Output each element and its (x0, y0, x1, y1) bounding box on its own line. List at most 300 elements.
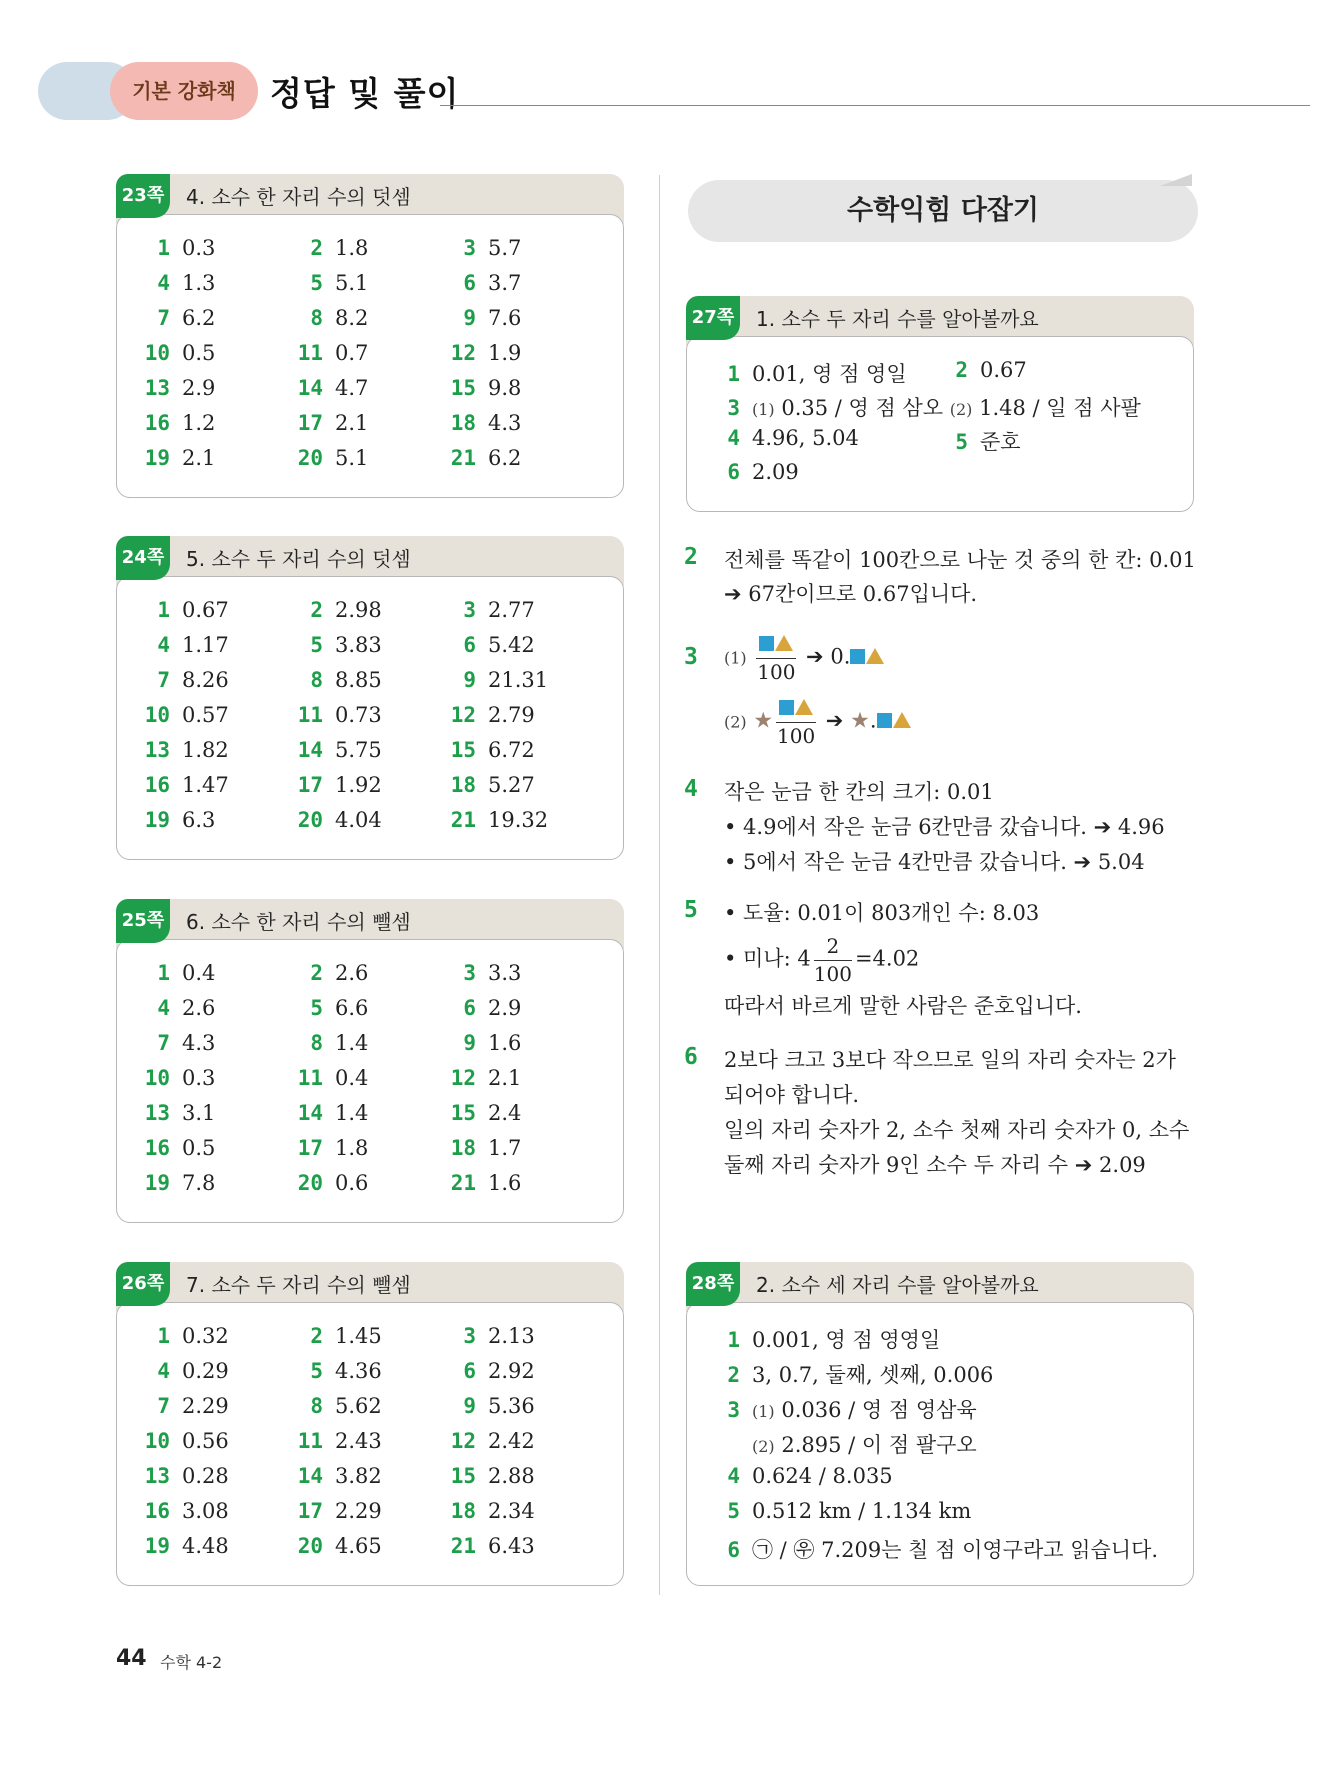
answer-value: 0.32 (182, 1324, 229, 1348)
answer-number: 13 (144, 1464, 170, 1488)
answer-box (116, 536, 624, 860)
answer-number: 16 (144, 773, 170, 797)
answer-value: 9.8 (488, 376, 522, 400)
answer-value: 2.88 (488, 1464, 535, 1488)
answer-value: 0.7 (335, 341, 369, 365)
answer-value: 0.28 (182, 1464, 229, 1488)
answer-item (442, 236, 521, 261)
answer-item (442, 1359, 535, 1384)
answer-item (442, 1324, 535, 1349)
answer-number: 16 (144, 411, 170, 435)
answer-number: 10 (144, 341, 170, 365)
answer-value: 5.1 (335, 271, 369, 295)
explanation-formula-2: (2) ★ 100 ➔ ★. (724, 696, 911, 748)
answer-value: 0.5 (182, 1136, 216, 1160)
answer-value: 0.3 (182, 1066, 216, 1090)
answer-line: 4 0.624 / 8.035 (727, 1464, 893, 1488)
answer-number: 5 (310, 1359, 323, 1383)
answer-item (442, 1499, 535, 1524)
answer-number: 9 (463, 668, 476, 692)
answer-value: 5.7 (488, 236, 522, 260)
answer-value: 8.26 (182, 668, 229, 692)
explanation-number: 3 (684, 644, 698, 670)
answer-value: 0.29 (182, 1359, 229, 1383)
answer-value: 5.36 (488, 1394, 535, 1418)
header-tag: 기본 강화책 (132, 79, 236, 103)
answer-item (442, 598, 535, 623)
answer-value: 0.4 (335, 1066, 369, 1090)
answer-item (289, 808, 382, 833)
answer-item (136, 961, 215, 986)
answer-number: 2 (310, 1324, 323, 1348)
answer-value: 2.6 (182, 996, 216, 1020)
answer-number: 14 (297, 738, 323, 762)
answer-item (289, 236, 368, 261)
answer-box-title: 2. 소수 세 자리 수를 알아볼까요 (756, 1273, 1039, 1297)
explanation-text: • 5에서 작은 눈금 4칸만큼 갔습니다. ➔ 5.04 (724, 850, 1145, 874)
answer-line: 3 (1) 0.036 / 영 점 영삼육 (727, 1398, 977, 1422)
answer-value: 3.1 (182, 1101, 216, 1125)
answer-item (289, 1171, 368, 1196)
page-badge: 25쪽 (116, 899, 170, 943)
answer-value: 1.47 (182, 773, 229, 797)
answer-value: 2.4 (488, 1101, 522, 1125)
answer-value: 6.3 (182, 808, 216, 832)
answer-number: 21 (450, 1171, 476, 1195)
answer-value: 3.82 (335, 1464, 382, 1488)
explanation-formula-1: (1) 100 ➔ 0. (724, 632, 884, 684)
answer-value: 1.4 (335, 1031, 369, 1055)
answer-item (136, 633, 229, 658)
answer-number: 15 (450, 376, 476, 400)
answer-line: 5 0.512 km / 1.134 km (727, 1499, 972, 1523)
fraction: $\frac{2}{100}$ (813, 934, 852, 986)
answer-item (289, 306, 368, 331)
answer-item (136, 1066, 215, 1091)
answer-number: 18 (450, 773, 476, 797)
answer-item (136, 1031, 215, 1056)
answer-number: 5 (310, 271, 323, 295)
answer-item (136, 306, 215, 331)
answer-number: 18 (450, 1136, 476, 1160)
answer-number: 21 (450, 808, 476, 832)
square-symbol-icon (877, 713, 892, 728)
book-label: 수학 4-2 (160, 1653, 223, 1672)
triangle-symbol-icon (795, 699, 813, 715)
answer-number: 10 (144, 1429, 170, 1453)
answer-value: 1.82 (182, 738, 229, 762)
answer-item (442, 341, 521, 366)
answer-item (289, 1394, 382, 1419)
page-badge: 28쪽 (686, 1262, 740, 1306)
answer-number: 10 (144, 1066, 170, 1090)
explanation-formula: • 미나: 4 $\frac{2}{100}$ =4.02 (724, 934, 920, 986)
fraction: 100 (776, 696, 816, 748)
answer-item (442, 1464, 535, 1489)
page-badge: 26쪽 (116, 1262, 170, 1306)
answer-item (442, 961, 521, 986)
answer-item (289, 341, 368, 366)
answer-value: 2.9 (488, 996, 522, 1020)
answer-number: 7 (157, 1031, 170, 1055)
answer-number: 17 (297, 773, 323, 797)
answer-value: 0.73 (335, 703, 382, 727)
answer-value: 0.6 (335, 1171, 369, 1195)
answer-value: 1.6 (488, 1171, 522, 1195)
answer-value: 21.31 (488, 668, 549, 692)
answer-number: 6 (463, 633, 476, 657)
answer-item (136, 446, 215, 471)
answer-item (136, 773, 229, 798)
answer-value: 8.2 (335, 306, 369, 330)
answer-value: 2.98 (335, 598, 382, 622)
answer-value: 3.08 (182, 1499, 229, 1523)
answer-item (289, 1031, 368, 1056)
answer-number: 14 (297, 1101, 323, 1125)
answer-number: 10 (144, 703, 170, 727)
explanation-text: 따라서 바르게 말한 사람은 준호입니다. (724, 994, 1082, 1018)
answer-number: 6 (463, 996, 476, 1020)
answer-value: 2.92 (488, 1359, 535, 1383)
answer-number: 11 (297, 341, 323, 365)
answer-number: 16 (144, 1499, 170, 1523)
answer-number: 4 (157, 996, 170, 1020)
page-number: 44 (116, 1646, 147, 1671)
answer-value: 1.2 (182, 411, 216, 435)
page-badge: 24쪽 (116, 536, 170, 580)
answer-number: 3 (463, 961, 476, 985)
answer-value: 4.7 (335, 376, 369, 400)
answer-number: 17 (297, 411, 323, 435)
answer-item (442, 411, 521, 436)
answer-item (289, 1464, 382, 1489)
answer-value: 3.3 (488, 961, 522, 985)
answer-item (442, 1066, 521, 1091)
answer-value: 0.57 (182, 703, 229, 727)
answer-number: 9 (463, 306, 476, 330)
answer-item (289, 411, 368, 436)
column-divider (659, 175, 660, 1595)
answer-box-28 (686, 1262, 1194, 1586)
answer-value: 2.1 (335, 411, 369, 435)
answer-line: 6 ㉠ / ㉾ 7.209는 칠 점 이영구라고 읽습니다. (727, 1538, 1159, 1562)
answer-number: 9 (463, 1031, 476, 1055)
answer-value: 3.7 (488, 271, 522, 295)
star-symbol-icon: ★ (753, 708, 774, 734)
answer-value: 4.48 (182, 1534, 229, 1558)
answer-item (136, 808, 215, 833)
answer-number: 5 (310, 996, 323, 1020)
answer-number: 7 (157, 1394, 170, 1418)
answer-number: 19 (144, 446, 170, 470)
answer-number: 1 (157, 236, 170, 260)
answer-item (289, 996, 368, 1021)
answer-number: 4 (157, 271, 170, 295)
answer-value: 7.6 (488, 306, 522, 330)
answer-number: 21 (450, 446, 476, 470)
answer-value: 5.42 (488, 633, 535, 657)
answer-number: 1 (157, 598, 170, 622)
answer-number: 15 (450, 1101, 476, 1125)
page-badge: 23쪽 (116, 174, 170, 218)
answer-number: 18 (450, 411, 476, 435)
answer-value: 2.1 (182, 446, 216, 470)
answer-item (136, 1171, 215, 1196)
answer-number: 8 (310, 1394, 323, 1418)
answer-item (136, 703, 229, 728)
answer-value: 2.13 (488, 1324, 535, 1348)
answer-item (136, 1534, 229, 1559)
answer-item (136, 1464, 229, 1489)
answer-item (136, 411, 215, 436)
answer-number: 21 (450, 1534, 476, 1558)
answer-value: 1.4 (335, 1101, 369, 1125)
page-title: 정답 및 풀이 (270, 74, 460, 113)
answer-box-title: 1. 소수 두 자리 수를 알아볼까요 (756, 307, 1039, 331)
answer-value: 2.6 (335, 961, 369, 985)
answer-value: 2.42 (488, 1429, 535, 1453)
answer-item (289, 961, 368, 986)
answer-item (136, 1429, 229, 1454)
answer-box-title: 7. 소수 두 자리 수의 뺄셈 (186, 1273, 411, 1297)
answer-value: 6.72 (488, 738, 535, 762)
answer-number: 8 (310, 668, 323, 692)
answer-value: 1.92 (335, 773, 382, 797)
answer-number: 3 (463, 1324, 476, 1348)
answer-value: 1.8 (335, 1136, 369, 1160)
answer-value: 5.62 (335, 1394, 382, 1418)
answer-line: 5 준호 (955, 430, 1021, 454)
answer-value: 2.9 (182, 376, 216, 400)
answer-value: 2.1 (488, 1066, 522, 1090)
answer-value: 1.3 (182, 271, 216, 295)
answer-number: 12 (450, 341, 476, 365)
answer-item (442, 271, 521, 296)
answer-item (289, 446, 368, 471)
answer-number: 15 (450, 738, 476, 762)
triangle-symbol-icon (866, 648, 884, 664)
answer-item (136, 1394, 229, 1419)
answer-number: 19 (144, 808, 170, 832)
answer-item (442, 738, 535, 763)
explanation-text: • 4.9에서 작은 눈금 6칸만큼 갔습니다. ➔ 4.96 (724, 815, 1165, 839)
answer-item (289, 1101, 368, 1126)
answer-value: 2.29 (182, 1394, 229, 1418)
answer-item (289, 633, 382, 658)
answer-item (442, 996, 521, 1021)
answer-number: 8 (310, 306, 323, 330)
answer-item (289, 773, 382, 798)
answer-item (136, 1359, 229, 1384)
answer-value: 6.2 (182, 306, 216, 330)
answer-value: 6.6 (335, 996, 369, 1020)
answer-item (289, 598, 382, 623)
answer-number: 14 (297, 1464, 323, 1488)
answer-value: 1.9 (488, 341, 522, 365)
explanation-text: 전체를 똑같이 100칸으로 나눈 것 중의 한 칸: 0.01 (724, 548, 1196, 572)
page-badge: 27쪽 (686, 296, 740, 340)
star-symbol-icon: ★ (850, 708, 870, 734)
answer-value: 0.67 (182, 598, 229, 622)
answer-box (116, 174, 624, 498)
answer-box-title: 6. 소수 한 자리 수의 뺄셈 (186, 910, 411, 934)
answer-item (442, 1429, 535, 1454)
answer-value: 2.79 (488, 703, 535, 727)
answer-item (289, 271, 368, 296)
answer-item (442, 703, 535, 728)
answer-item (289, 1429, 382, 1454)
answer-number: 7 (157, 306, 170, 330)
answer-item (442, 1136, 521, 1161)
answer-line: 1 0.001, 영 점 영영일 (727, 1328, 941, 1352)
answer-item (136, 668, 229, 693)
explanation-text: • 도율: 0.01이 803개인 수: 8.03 (724, 901, 1040, 925)
answer-number: 1 (157, 961, 170, 985)
answer-number: 15 (450, 1464, 476, 1488)
header-rule (440, 105, 1310, 106)
answer-item (442, 808, 548, 833)
answer-number: 19 (144, 1171, 170, 1195)
answer-item (442, 1534, 535, 1559)
answer-value: 1.8 (335, 236, 369, 260)
answer-line: 2 3, 0.7, 둘째, 셋째, 0.006 (727, 1363, 994, 1387)
answer-line: 1 0.01, 영 점 영일 (727, 362, 907, 386)
explanation-text: 되어야 합니다. (724, 1083, 860, 1107)
answer-value: 6.43 (488, 1534, 535, 1558)
answer-box-title: 5. 소수 두 자리 수의 덧셈 (186, 547, 411, 571)
answer-value: 19.32 (488, 808, 549, 832)
answer-value: 2.34 (488, 1499, 535, 1523)
square-symbol-icon (850, 649, 865, 664)
answer-value: 4.65 (335, 1534, 382, 1558)
answer-item (136, 271, 215, 296)
answer-value: 6.2 (488, 446, 522, 470)
answer-box (116, 1262, 624, 1586)
explanation-text: ➔ 67칸이므로 0.67입니다. (724, 582, 978, 606)
answer-number: 8 (310, 1031, 323, 1055)
answer-value: 5.75 (335, 738, 382, 762)
explanation-number: 2 (684, 544, 698, 570)
square-symbol-icon (759, 636, 774, 651)
answer-value: 1.7 (488, 1136, 522, 1160)
answer-box (116, 899, 624, 1223)
answer-number: 18 (450, 1499, 476, 1523)
answer-number: 9 (463, 1394, 476, 1418)
answer-box-title: 4. 소수 한 자리 수의 덧셈 (186, 185, 411, 209)
answer-item (289, 703, 382, 728)
answer-item (289, 376, 368, 401)
answer-item (136, 1499, 229, 1524)
answer-item (136, 341, 215, 366)
answer-box-27 (686, 296, 1194, 512)
answer-number: 1 (157, 1324, 170, 1348)
answer-number: 19 (144, 1534, 170, 1558)
explanation-text: 둘째 자리 숫자가 9인 소수 두 자리 수 ➔ 2.09 (724, 1153, 1146, 1177)
answer-item (136, 598, 229, 623)
answer-number: 13 (144, 376, 170, 400)
answer-item (289, 738, 382, 763)
answer-number: 11 (297, 1429, 323, 1453)
answer-number: 12 (450, 1066, 476, 1090)
answer-number: 6 (463, 271, 476, 295)
answer-value: 1.6 (488, 1031, 522, 1055)
answer-number: 13 (144, 1101, 170, 1125)
answer-item (289, 1534, 382, 1559)
answer-number: 2 (310, 236, 323, 260)
triangle-symbol-icon (775, 635, 793, 651)
answer-item (442, 1031, 521, 1056)
answer-item (442, 633, 535, 658)
answer-value: 3.83 (335, 633, 382, 657)
answer-item (289, 668, 382, 693)
answer-item (442, 446, 521, 471)
answer-item (442, 773, 535, 798)
answer-line: 6 2.09 (727, 460, 799, 484)
answer-item (442, 668, 548, 693)
answer-value: 2.43 (335, 1429, 382, 1453)
answer-number: 2 (310, 961, 323, 985)
answer-value: 8.85 (335, 668, 382, 692)
answer-item (289, 1324, 382, 1349)
answer-number: 16 (144, 1136, 170, 1160)
answer-line: 2 0.67 (955, 358, 1027, 382)
square-symbol-icon (779, 700, 794, 715)
answer-number: 12 (450, 1429, 476, 1453)
answer-item (289, 1066, 368, 1091)
answer-item (136, 236, 215, 261)
answer-number: 13 (144, 738, 170, 762)
answer-value: 4.04 (335, 808, 382, 832)
answer-number: 5 (310, 633, 323, 657)
answer-item (442, 376, 521, 401)
answer-number: 20 (297, 1171, 323, 1195)
answer-line: 3 (1) 0.35 / 영 점 삼오 (2) 1.48 / 일 점 사팔 (727, 396, 1141, 420)
answer-item (136, 738, 229, 763)
answer-value: 5.1 (335, 446, 369, 470)
answer-item (136, 376, 215, 401)
answer-value: 7.8 (182, 1171, 216, 1195)
answer-item (442, 1101, 521, 1126)
answer-number: 11 (297, 1066, 323, 1090)
answer-number: 2 (310, 598, 323, 622)
answer-number: 6 (463, 1359, 476, 1383)
answer-item (442, 1394, 535, 1419)
answer-number: 20 (297, 808, 323, 832)
answer-number: 20 (297, 1534, 323, 1558)
answer-item (136, 1101, 215, 1126)
answer-line: (2) 2.895 / 이 점 팔구오 (752, 1433, 977, 1457)
answer-value: 4.3 (182, 1031, 216, 1055)
answer-value: 4.3 (488, 411, 522, 435)
explanation-text: 일의 자리 숫자가 2, 소수 첫째 자리 숫자가 0, 소수 (724, 1118, 1190, 1142)
answer-item (136, 1136, 215, 1161)
answer-item (136, 1324, 229, 1349)
answer-line: 4 4.96, 5.04 (727, 426, 859, 450)
answer-number: 20 (297, 446, 323, 470)
fraction: 100 (756, 632, 796, 684)
answer-number: 17 (297, 1136, 323, 1160)
answer-value: 0.5 (182, 341, 216, 365)
answer-value: 1.45 (335, 1324, 382, 1348)
answer-item (136, 996, 215, 1021)
answer-number: 14 (297, 376, 323, 400)
answer-number: 12 (450, 703, 476, 727)
answer-value: 5.27 (488, 773, 535, 797)
explanation-text: 2보다 크고 3보다 작으므로 일의 자리 숫자는 2가 (724, 1048, 1176, 1072)
answer-value: 1.17 (182, 633, 229, 657)
explanation-text: 작은 눈금 한 칸의 크기: 0.01 (724, 780, 994, 804)
answer-value: 2.77 (488, 598, 535, 622)
